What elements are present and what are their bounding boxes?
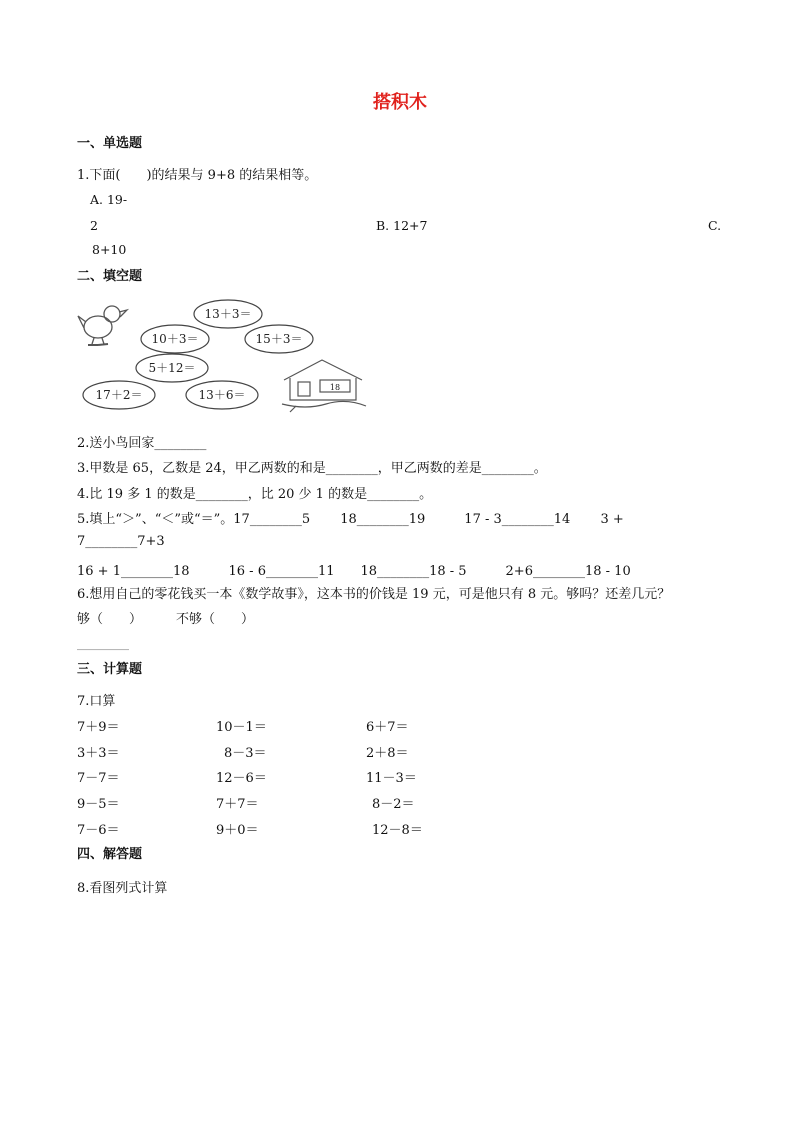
oval-label: 5＋12＝ (148, 361, 196, 375)
section-heading-fill-blank: 二、填空题 (77, 269, 143, 284)
oval-label: 10＋3＝ (151, 332, 199, 346)
mental-math-item: 7－7＝ (77, 771, 120, 786)
house-sign-label: 18 (329, 383, 341, 392)
question-8: 8.看图列式计算 (77, 881, 168, 896)
section-heading-word-problem: 四、解答题 (77, 847, 143, 862)
bird-icon (78, 306, 127, 345)
house-icon (282, 360, 366, 412)
mental-math-item: 8－2＝ (372, 797, 415, 812)
mental-math-item: 7＋7＝ (216, 797, 259, 812)
oval-label: 13＋6＝ (198, 388, 246, 402)
question-5-line2: 7________7+3 (77, 534, 165, 549)
oval-label: 17＋2＝ (95, 388, 143, 402)
question-5-line3: 16 + 1________18 16 - 6________11 18________18 - 5 2+6________18 - 10 (77, 564, 631, 579)
mental-math-item: 12－6＝ (216, 771, 267, 786)
oval-label: 13＋3＝ (204, 307, 252, 321)
question-1-stem: 1.下面( )的结果与 9+8 的结果相等。 (77, 168, 318, 183)
mental-math-item: 8－3＝ (224, 746, 267, 761)
question-1-option-b: B. 12+7 (376, 218, 428, 233)
mental-math-item: 6＋7＝ (366, 720, 409, 735)
bird-home-figure (76, 292, 376, 417)
question-1-option-a-line2: 2 (90, 218, 98, 233)
question-1-option-c-value: 8+10 (92, 242, 127, 257)
mental-math-item: 2＋8＝ (366, 746, 409, 761)
question-4: 4.比 19 多 1 的数是________，比 20 少 1 的数是________。 (77, 487, 433, 502)
question-1-option-c-label: C. (708, 218, 722, 233)
mental-math-item: 3＋3＝ (77, 746, 120, 761)
section-heading-single-choice: 一、单选题 (77, 136, 143, 151)
question-6-enough-option: 够（ ） (77, 612, 143, 627)
mental-math-item: 9＋0＝ (216, 823, 259, 838)
question-5-line1: 5.填上“＞”、“＜”或“＝”。17________5 18________19 17 - 3________14 3 + (77, 512, 624, 527)
mental-math-item: 9－5＝ (77, 797, 120, 812)
mental-math-item: 10－1＝ (216, 720, 267, 735)
mental-math-item: 7＋9＝ (77, 720, 120, 735)
question-6-not-enough-option: 不够（ ） (176, 612, 255, 627)
question-1-option-a-line1: A. 19- (90, 192, 128, 207)
mental-math-item: 12－8＝ (372, 823, 423, 838)
section-heading-calculation: 三、计算题 (77, 662, 143, 677)
mental-math-item: 7－6＝ (77, 823, 120, 838)
page-title: 搭积木 (373, 92, 427, 113)
oval-label: 15＋3＝ (255, 332, 303, 346)
question-6-answer-blank: ________ (77, 636, 129, 651)
question-2: 2.送小鸟回家________ (77, 436, 207, 451)
question-7-label: 7.口算 (77, 694, 116, 709)
question-6-stem: 6.想用自己的零花钱买一本《数学故事》，这本书的价钱是 19 元，可是他只有 8 元。够吗？还差几元？ (77, 587, 671, 602)
question-3: 3.甲数是 65，乙数是 24，甲乙两数的和是________，甲乙两数的差是________。 (77, 461, 547, 476)
mental-math-item: 11－3＝ (366, 771, 417, 786)
